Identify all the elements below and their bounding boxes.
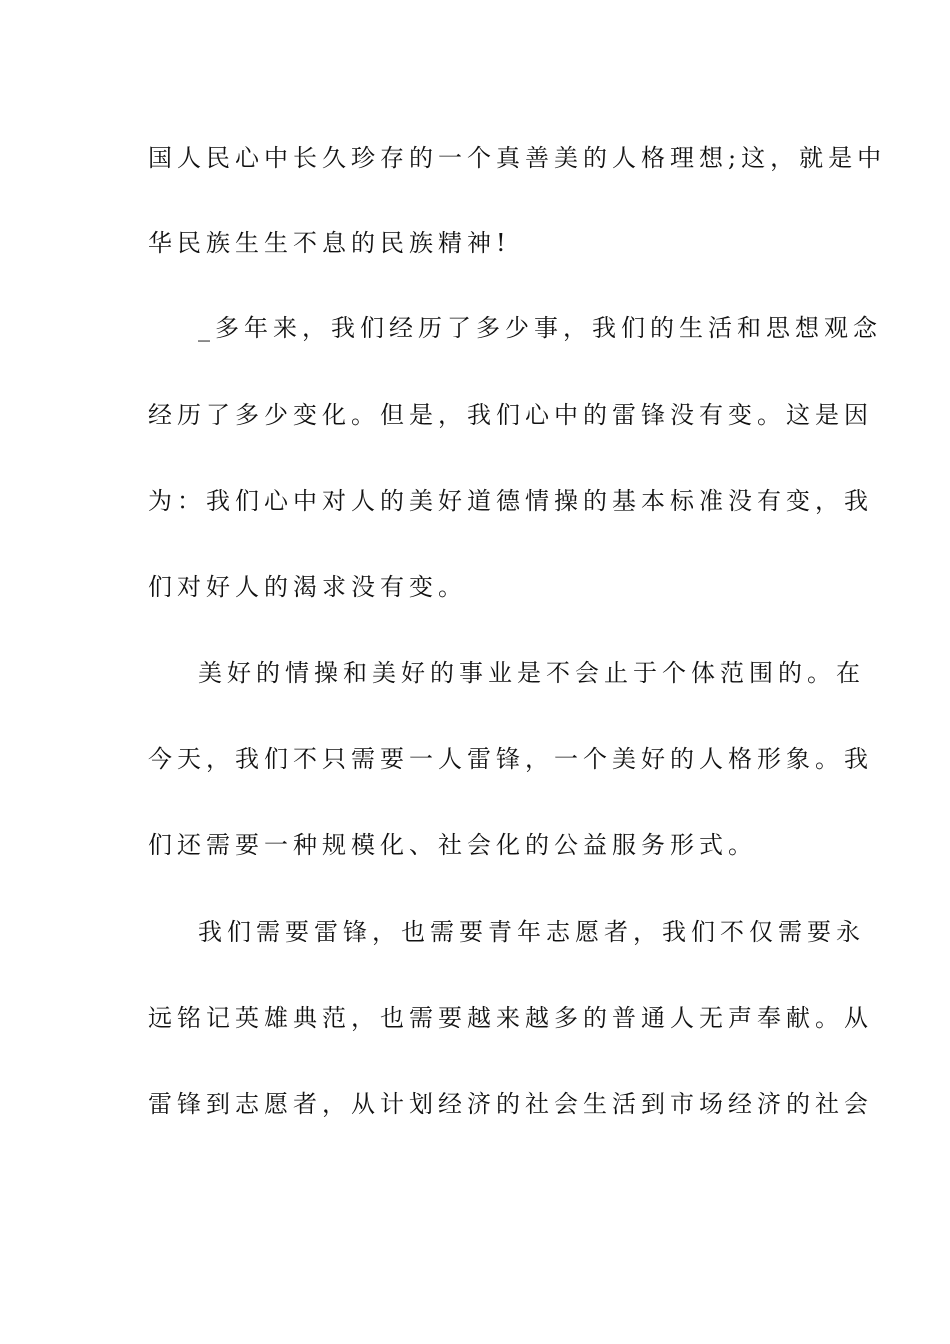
- text-line: 们对好人的渴求没有变。: [148, 573, 467, 601]
- paragraph-start-line: 我们需要雷锋，也需要青年志愿者，我们不仅需要永: [198, 918, 865, 946]
- paragraph-start-line: 美好的情操和美好的事业是不会止于个体范围的。在: [198, 659, 865, 687]
- text-line: 为：我们心中对人的美好道德情操的基本标准没有变，我: [148, 487, 873, 515]
- text-line: 今天，我们不只需要一人雷锋，一个美好的人格形象。我: [148, 745, 873, 773]
- text-line: 经历了多少变化。但是，我们心中的雷锋没有变。这是因: [148, 401, 873, 429]
- paragraph-start-line: _多年来，我们经历了多少事，我们的生活和思想观念: [198, 314, 882, 342]
- text-line: 华民族生生不息的民族精神!: [148, 229, 511, 257]
- text-line: 国人民心中长久珍存的一个真善美的人格理想;这，就是中: [148, 144, 887, 172]
- text-line: 雷锋到志愿者，从计划经济的社会生活到市场经济的社会: [148, 1090, 873, 1118]
- text-line: 们还需要一种规模化、社会化的公益服务形式。: [148, 831, 757, 859]
- text-line: 远铭记英雄典范，也需要越来越多的普通人无声奉献。从: [148, 1004, 873, 1032]
